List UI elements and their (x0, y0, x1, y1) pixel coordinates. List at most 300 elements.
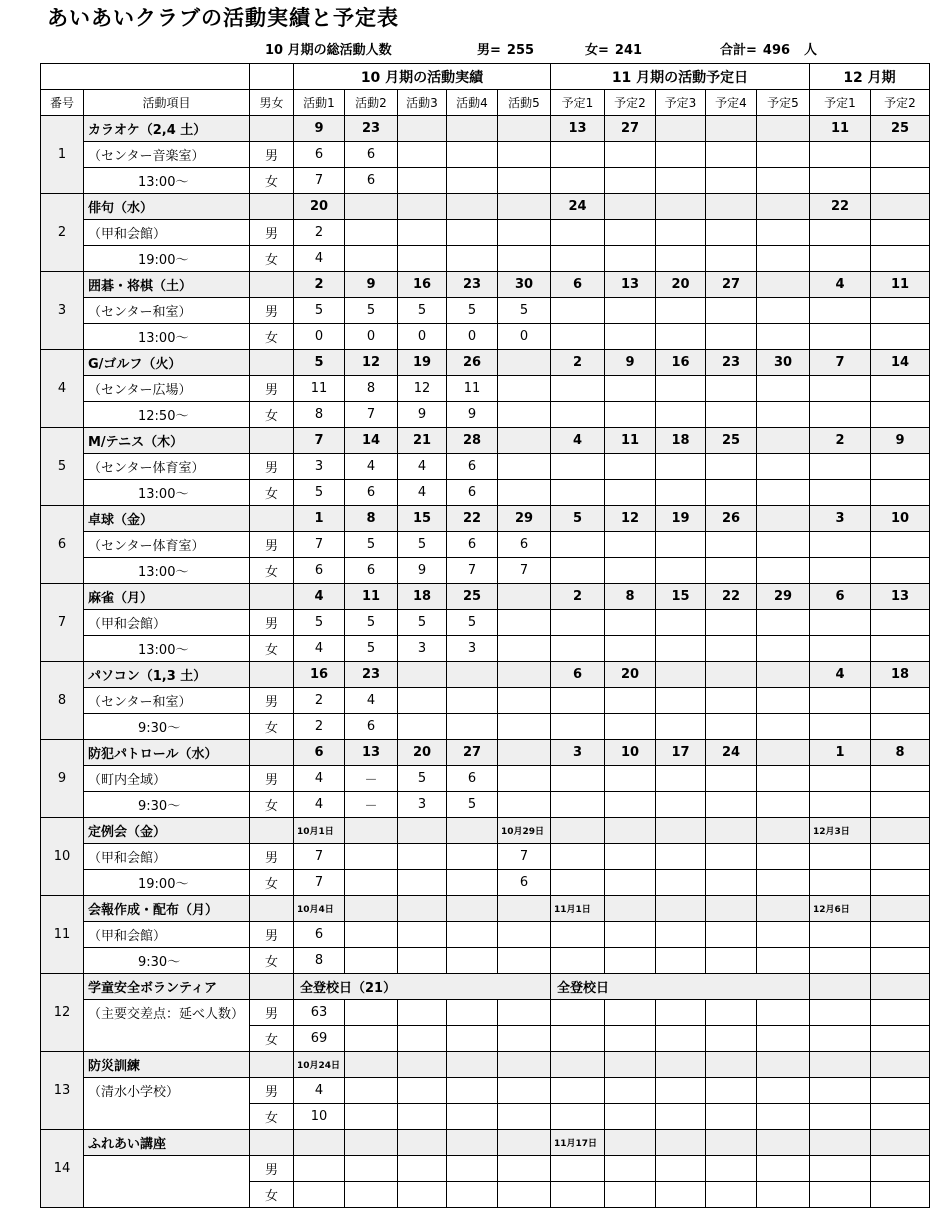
plan-date-cell: 27 (706, 272, 757, 298)
male-count-cell: 5 (447, 610, 498, 636)
empty-cell (757, 532, 810, 558)
empty-cell (871, 298, 930, 324)
empty-cell (605, 844, 656, 870)
activity-name: 定例会（金） (84, 818, 250, 844)
empty-cell (551, 220, 605, 246)
female-count-cell: 4 (294, 246, 345, 272)
plan-date-cell (605, 818, 656, 844)
actual-date-cell: 23 (447, 272, 498, 298)
male-count-cell (498, 142, 551, 168)
plan-date-cell: 20 (605, 662, 656, 688)
actual-date-cell: 23 (345, 662, 398, 688)
gender-label-female: 女 (250, 870, 294, 896)
empty-cell (810, 1182, 871, 1208)
empty-cell (605, 1182, 656, 1208)
gender-label-male: 男 (250, 454, 294, 480)
empty-cell (871, 220, 930, 246)
next-date-cell: 4 (810, 662, 871, 688)
female-count-cell: 6 (345, 168, 398, 194)
empty-cell (757, 1130, 810, 1156)
activity-name: 学童安全ボランティア (84, 974, 250, 1000)
female-count-cell: 7 (447, 558, 498, 584)
activity-number: 8 (41, 662, 84, 740)
empty-cell (398, 1182, 447, 1208)
actual-date-cell (447, 194, 498, 220)
empty-cell (871, 636, 930, 662)
gender-cell (250, 428, 294, 454)
female-row (41, 714, 930, 740)
gender-label-female: 女 (250, 168, 294, 194)
plan-date-cell (656, 818, 706, 844)
male-row (41, 298, 930, 324)
empty-cell (605, 1156, 656, 1182)
plan-date-cell (656, 662, 706, 688)
page-title: あいあいクラブの活動実績と予定表 (47, 5, 399, 30)
plan-date-cell: 8 (605, 584, 656, 610)
female-count-cell (498, 948, 551, 974)
empty-cell (605, 246, 656, 272)
empty-cell (810, 1026, 871, 1052)
empty-cell (810, 792, 871, 818)
empty-cell (810, 532, 871, 558)
empty-cell (757, 480, 810, 506)
activity-time: 13:00～ (84, 324, 250, 350)
activity-row (41, 740, 930, 766)
activity-number: 3 (41, 272, 84, 350)
plan-date-cell: 22 (706, 584, 757, 610)
empty-cell (757, 870, 810, 896)
female-count-cell (345, 246, 398, 272)
female-count-cell: 7 (345, 402, 398, 428)
plan-date-cell: 18 (656, 428, 706, 454)
male-count-cell: 5 (498, 298, 551, 324)
empty-cell (871, 376, 930, 402)
female-count-cell: 6 (294, 558, 345, 584)
empty-cell (551, 1000, 605, 1026)
plan-date-cell: 13 (551, 116, 605, 142)
empty-cell (551, 480, 605, 506)
male-count-cell: 5 (398, 298, 447, 324)
empty-cell (757, 376, 810, 402)
empty-cell (810, 844, 871, 870)
male-count-cell: 4 (294, 1078, 345, 1104)
plan-date-cell: 15 (656, 584, 706, 610)
empty-cell (551, 1156, 605, 1182)
female-count-cell: 5 (447, 792, 498, 818)
male-row (41, 610, 930, 636)
empty-cell (706, 298, 757, 324)
female-count-cell: 9 (447, 402, 498, 428)
male-row (41, 376, 930, 402)
empty-cell (706, 636, 757, 662)
empty-cell (551, 610, 605, 636)
actual-date-cell: 18 (398, 584, 447, 610)
actual-date-cell (498, 896, 551, 922)
male-count-cell: 11 (447, 376, 498, 402)
female-count-cell: 8 (294, 402, 345, 428)
empty-cell (498, 1052, 551, 1078)
empty-cell (810, 558, 871, 584)
empty-cell (551, 766, 605, 792)
summary-female: 女= 241 (585, 43, 643, 58)
activity-row (41, 194, 930, 220)
empty-cell (871, 1182, 930, 1208)
female-count-cell (398, 246, 447, 272)
empty-cell (810, 1104, 871, 1130)
next-date-cell: 4 (810, 272, 871, 298)
actual-date-cell: 22 (447, 506, 498, 532)
male-count-cell: 5 (398, 532, 447, 558)
male-row (41, 1078, 930, 1104)
empty-cell (810, 1156, 871, 1182)
male-count-cell: 6 (447, 532, 498, 558)
header-group-row (41, 64, 930, 90)
plan-date-cell: 30 (757, 350, 810, 376)
activity-row (41, 1052, 930, 1078)
male-count-cell: 12 (398, 376, 447, 402)
empty-cell (605, 1104, 656, 1130)
empty-cell (345, 1078, 398, 1104)
female-count-cell: － (345, 792, 398, 818)
female-count-cell: 6 (447, 480, 498, 506)
actual-date-cell: 7 (294, 428, 345, 454)
empty-cell (706, 1182, 757, 1208)
male-count-cell: 7 (294, 532, 345, 558)
activity-name: G/ゴルフ（火） (84, 350, 250, 376)
empty-cell (656, 376, 706, 402)
next-date-cell: 11 (810, 116, 871, 142)
activity-row (41, 272, 930, 298)
female-count-cell: 0 (498, 324, 551, 350)
actual-date-cell: 26 (447, 350, 498, 376)
empty-cell (605, 766, 656, 792)
activity-time (84, 1182, 250, 1208)
empty-cell (605, 948, 656, 974)
actual-date-cell (398, 194, 447, 220)
female-count-cell (498, 168, 551, 194)
empty-cell (656, 766, 706, 792)
header-plan: 11 月期の活動予定日 (551, 64, 810, 90)
gender-label-female: 女 (250, 402, 294, 428)
female-count-cell: 7 (294, 870, 345, 896)
plan-date-cell: 29 (757, 584, 810, 610)
gender-label-male: 男 (250, 220, 294, 246)
gender-cell (250, 1052, 294, 1078)
female-row (41, 636, 930, 662)
activity-name: 囲碁・将棋（土） (84, 272, 250, 298)
col-gender: 男女 (250, 90, 294, 116)
empty-cell (656, 168, 706, 194)
empty-cell (605, 792, 656, 818)
empty-cell (706, 1052, 757, 1078)
actual-date-cell: 12 (345, 350, 398, 376)
empty-cell (757, 610, 810, 636)
empty-cell (706, 1078, 757, 1104)
plan-date-cell: 27 (605, 116, 656, 142)
empty-cell (706, 766, 757, 792)
activity-number: 7 (41, 584, 84, 662)
empty-cell (706, 948, 757, 974)
actual-date-cell: 8 (345, 506, 398, 532)
male-count-cell: － (345, 766, 398, 792)
plan-date-cell: 24 (706, 740, 757, 766)
empty-cell (871, 922, 930, 948)
empty-cell (656, 246, 706, 272)
empty-cell (605, 376, 656, 402)
male-count-cell (498, 922, 551, 948)
empty-cell (605, 402, 656, 428)
female-row (41, 324, 930, 350)
empty-cell (810, 1052, 871, 1078)
activity-time (84, 1026, 250, 1052)
plan-date-cell (656, 194, 706, 220)
plan-date-cell: 2 (551, 584, 605, 610)
empty-cell (551, 298, 605, 324)
actual-date-cell (345, 896, 398, 922)
plan-date-cell: 6 (551, 272, 605, 298)
activity-location: （センター音楽室） (84, 142, 250, 168)
female-count-cell (498, 714, 551, 740)
empty-cell (498, 1156, 551, 1182)
col-next-plan: 予定1 (810, 90, 871, 116)
empty-cell (605, 324, 656, 350)
empty-cell (551, 402, 605, 428)
actual-date-cell (447, 116, 498, 142)
empty-cell (656, 870, 706, 896)
empty-cell (605, 298, 656, 324)
empty-cell (757, 1078, 810, 1104)
empty-cell (757, 1000, 810, 1026)
gender-label-female: 女 (250, 636, 294, 662)
activity-number: 4 (41, 350, 84, 428)
empty-cell (551, 948, 605, 974)
next-date-cell: 3 (810, 506, 871, 532)
empty-cell (871, 870, 930, 896)
male-row (41, 454, 930, 480)
female-count-cell: 3 (447, 636, 498, 662)
plan-date-cell (706, 116, 757, 142)
male-count-cell (498, 688, 551, 714)
empty-cell (706, 1104, 757, 1130)
empty-cell (706, 688, 757, 714)
activity-location: （甲和会館） (84, 220, 250, 246)
col-plan: 予定3 (656, 90, 706, 116)
empty-cell (398, 1000, 447, 1026)
plan-date-cell: 3 (551, 740, 605, 766)
empty-cell (294, 1130, 345, 1156)
header-blank (41, 64, 250, 90)
plan-date-cell: 2 (551, 350, 605, 376)
next-date-cell: 7 (810, 350, 871, 376)
empty-cell (757, 1026, 810, 1052)
actual-date-cell: 10月29日 (498, 818, 551, 844)
actual-date-cell: 29 (498, 506, 551, 532)
plan-date-cell: 25 (706, 428, 757, 454)
empty-cell (810, 1078, 871, 1104)
actual-date-cell: 15 (398, 506, 447, 532)
male-count-cell: 4 (294, 766, 345, 792)
female-count-cell (498, 480, 551, 506)
actual-date-cell (498, 194, 551, 220)
empty-cell (871, 1130, 930, 1156)
empty-cell (498, 1182, 551, 1208)
empty-cell (656, 1078, 706, 1104)
empty-cell (294, 1182, 345, 1208)
plan-date-cell (757, 116, 810, 142)
col-plan: 予定4 (706, 90, 757, 116)
plan-date-cell (757, 272, 810, 298)
next-date-cell (871, 896, 930, 922)
actual-date-cell (498, 116, 551, 142)
female-count-cell: 2 (294, 714, 345, 740)
female-count-cell: 0 (398, 324, 447, 350)
activity-row (41, 1130, 930, 1156)
empty-cell (447, 1026, 498, 1052)
empty-cell (871, 142, 930, 168)
actual-date-cell: 25 (447, 584, 498, 610)
empty-cell (757, 454, 810, 480)
empty-cell (871, 324, 930, 350)
empty-cell (810, 1130, 871, 1156)
col-activity: 活動4 (447, 90, 498, 116)
plan-date-cell (757, 506, 810, 532)
empty-cell (757, 558, 810, 584)
gender-label-male: 男 (250, 142, 294, 168)
male-count-cell: 3 (294, 454, 345, 480)
male-count-cell (398, 220, 447, 246)
gender-label-male: 男 (250, 844, 294, 870)
male-count-cell (447, 142, 498, 168)
activity-row (41, 116, 930, 142)
male-count-cell: 8 (345, 376, 398, 402)
male-count-cell (398, 922, 447, 948)
empty-cell (871, 766, 930, 792)
plan-date-cell (656, 896, 706, 922)
empty-cell (656, 298, 706, 324)
male-count-cell: 2 (294, 220, 345, 246)
next-date-cell: 6 (810, 584, 871, 610)
empty-cell (398, 1052, 447, 1078)
female-count-cell: 5 (345, 636, 398, 662)
empty-cell (706, 870, 757, 896)
female-row (41, 246, 930, 272)
empty-cell (551, 1026, 605, 1052)
activity-name: 会報作成・配布（月） (84, 896, 250, 922)
activity-location: （センター和室） (84, 688, 250, 714)
empty-cell (871, 168, 930, 194)
header-columns-row (41, 90, 930, 116)
activity-row (41, 896, 930, 922)
empty-cell (605, 610, 656, 636)
empty-cell (656, 688, 706, 714)
empty-cell (871, 610, 930, 636)
male-count-cell (345, 922, 398, 948)
empty-cell (605, 142, 656, 168)
actual-date-cell: 5 (294, 350, 345, 376)
empty-cell (871, 688, 930, 714)
actual-date-cell: 6 (294, 740, 345, 766)
female-count-cell: 6 (345, 558, 398, 584)
plan-date-cell: 12 (605, 506, 656, 532)
male-count-cell (447, 844, 498, 870)
female-count-cell (498, 792, 551, 818)
empty-cell (498, 1104, 551, 1130)
gender-label-female: 女 (250, 1026, 294, 1052)
empty-cell (551, 1182, 605, 1208)
female-count-cell (345, 948, 398, 974)
actual-date-cell (345, 194, 398, 220)
empty-cell (605, 1052, 656, 1078)
empty-cell (447, 1078, 498, 1104)
male-count-cell (498, 454, 551, 480)
empty-cell (656, 1130, 706, 1156)
empty-cell (345, 1104, 398, 1130)
activity-row (41, 584, 930, 610)
gender-label-female: 女 (250, 324, 294, 350)
female-count-cell (398, 714, 447, 740)
female-row (41, 402, 930, 428)
empty-cell (757, 1182, 810, 1208)
plan-date-cell (706, 194, 757, 220)
empty-cell (551, 714, 605, 740)
activity-time (84, 1104, 250, 1130)
empty-cell (810, 688, 871, 714)
activity-location: （センター体育室） (84, 532, 250, 558)
male-row (41, 1000, 930, 1026)
empty-cell (656, 402, 706, 428)
empty-cell (605, 636, 656, 662)
empty-cell (656, 1000, 706, 1026)
actual-date-cell: 9 (345, 272, 398, 298)
male-count-cell: 4 (398, 454, 447, 480)
gender-cell (250, 584, 294, 610)
col-plan: 予定2 (605, 90, 656, 116)
female-count-cell (498, 246, 551, 272)
empty-cell (551, 922, 605, 948)
actual-date-cell (398, 896, 447, 922)
male-count-cell: 6 (447, 766, 498, 792)
plan-date-cell (757, 428, 810, 454)
male-count-cell: 6 (498, 532, 551, 558)
empty-cell (810, 480, 871, 506)
empty-cell (605, 168, 656, 194)
empty-cell (871, 1104, 930, 1130)
empty-cell (810, 220, 871, 246)
empty-cell (656, 558, 706, 584)
female-count-cell: 6 (345, 714, 398, 740)
female-count-cell: 5 (294, 480, 345, 506)
header-actual: 10 月期の活動実績 (294, 64, 551, 90)
male-count-cell (398, 142, 447, 168)
female-count-cell (398, 948, 447, 974)
plan-date-cell (551, 818, 605, 844)
empty-cell (757, 922, 810, 948)
next-date-cell: 1 (810, 740, 871, 766)
activity-number: 14 (41, 1130, 84, 1208)
female-row (41, 168, 930, 194)
female-row (41, 1104, 930, 1130)
activity-number: 5 (41, 428, 84, 506)
empty-cell (757, 168, 810, 194)
empty-cell (871, 1052, 930, 1078)
empty-cell (551, 870, 605, 896)
col-activity: 活動1 (294, 90, 345, 116)
empty-cell (706, 558, 757, 584)
next-date-cell: 22 (810, 194, 871, 220)
next-date-cell (871, 818, 930, 844)
female-count-cell (447, 168, 498, 194)
gender-label-male: 男 (250, 376, 294, 402)
